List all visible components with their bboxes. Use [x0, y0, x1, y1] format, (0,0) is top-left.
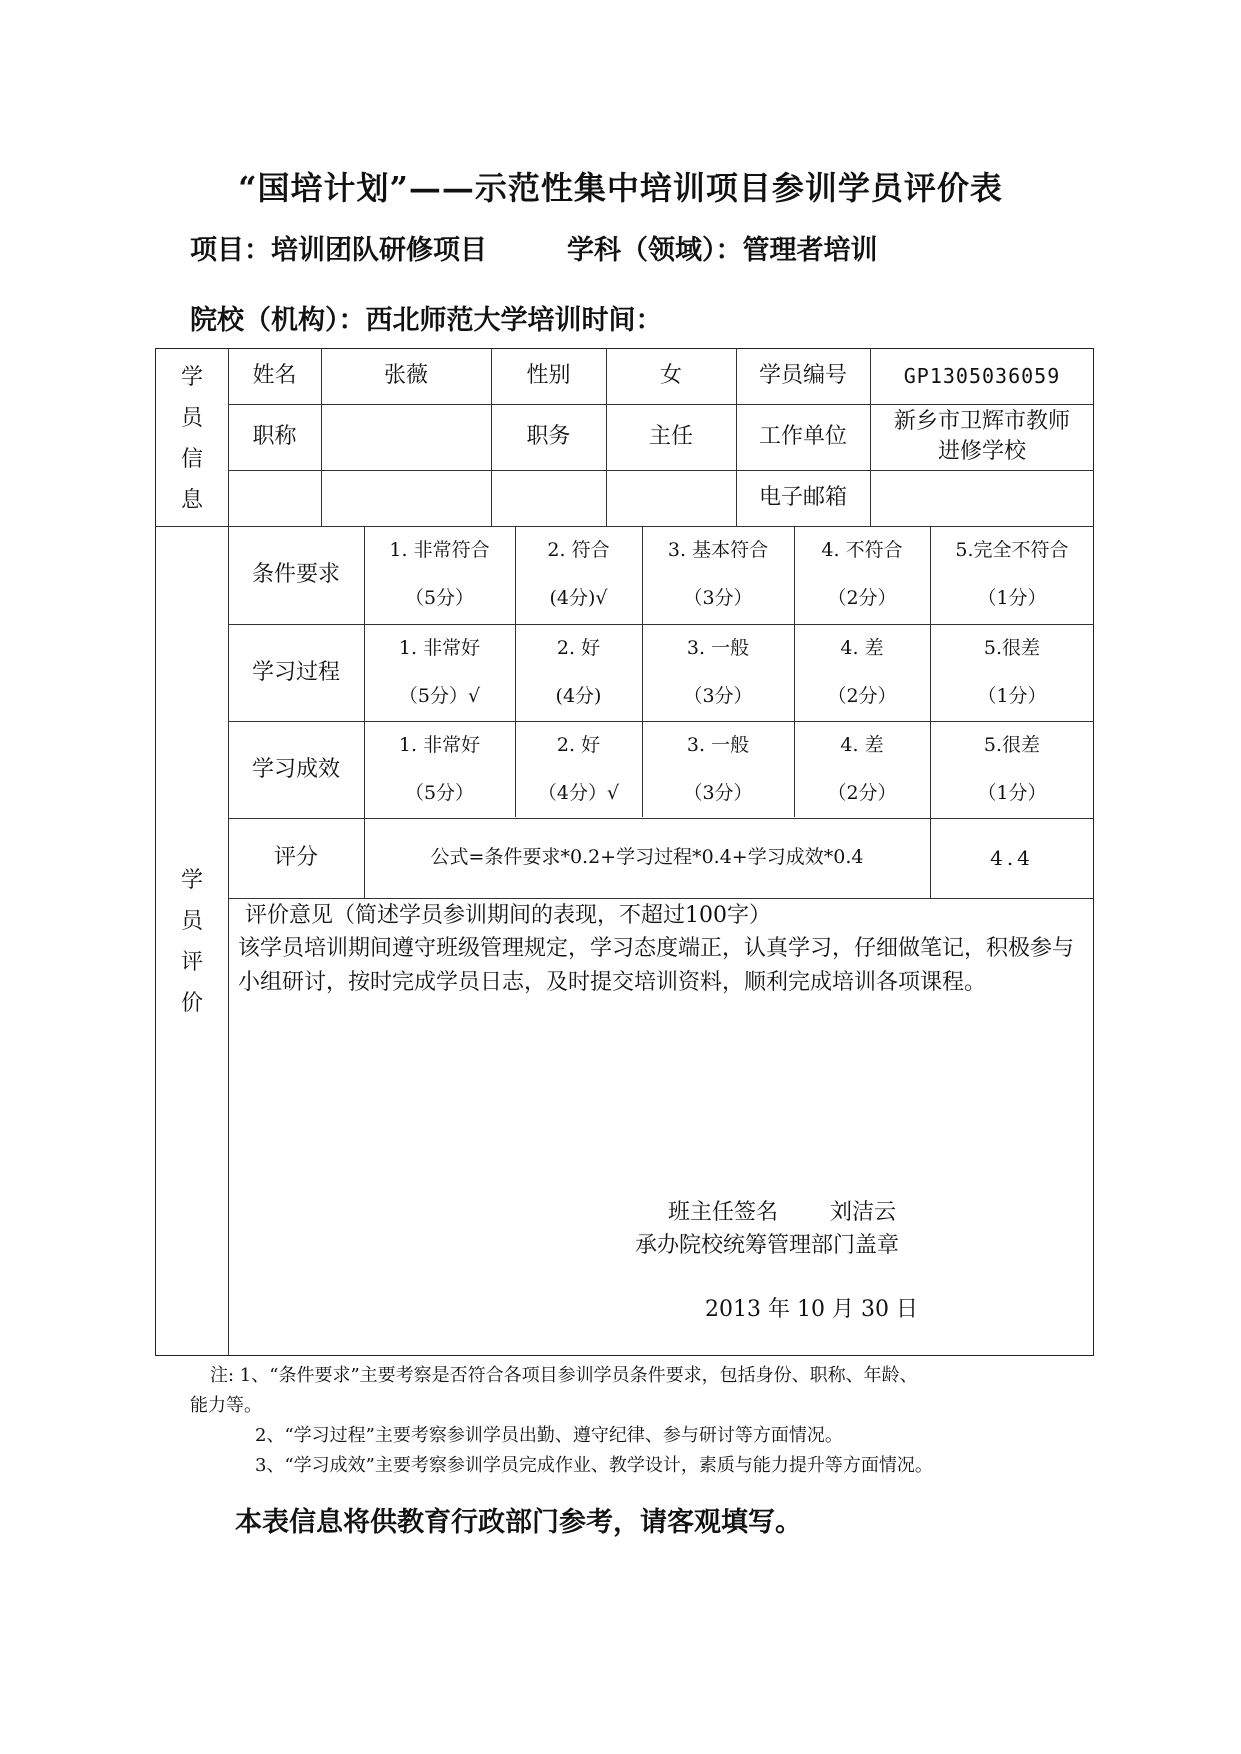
- score-value: 4.4: [990, 845, 1034, 870]
- evaluation-date: 2013 年 10 月 30 日: [705, 1297, 918, 1322]
- rating-option: 4. 差 （2分）: [827, 637, 897, 707]
- rating-option: 3. 一般 （3分）: [683, 637, 753, 707]
- name-value: 张薇: [383, 363, 428, 389]
- score-label: 评分: [273, 845, 318, 871]
- title-label: 职称: [252, 424, 297, 450]
- rating-option: 3. 基本符合 （3分）: [667, 539, 769, 609]
- rating-option: 1. 非常符合 （5分）: [389, 539, 490, 609]
- institution-value: 西北师范大学: [365, 305, 528, 336]
- project-line: [190, 228, 878, 267]
- rating-option: 5.很差 （1分）: [977, 637, 1047, 707]
- work-unit-label: 工作单位: [758, 424, 847, 450]
- position-value: 主任: [648, 424, 693, 450]
- student-id-label: 学员编号: [758, 363, 847, 389]
- gender-label: 性别: [526, 363, 571, 389]
- note-line-3: 3、“学习成效”主要考察参训学员完成作业、教学设计，素质与能力提升等方面情况。: [255, 1455, 933, 1476]
- title-value: [321, 404, 491, 470]
- institution-label: 院校（机构）：: [190, 305, 366, 336]
- name-label: 姓名: [252, 363, 297, 389]
- note-line-1: 注: 1、“条件要求”主要考察是否符合各项目参训学员条件要求，包括身份、职称、年龄、: [210, 1365, 918, 1386]
- learning-process-label: 学习过程: [251, 659, 340, 685]
- rating-option: 4. 不符合 （2分）: [821, 539, 903, 609]
- note-line-1-cont: 能力等。: [190, 1395, 262, 1416]
- rating-option: 4. 差 （2分）: [827, 734, 897, 804]
- stamp-label: 承办院校统筹管理部门盖章: [635, 1233, 900, 1258]
- rating-option: 2. 符合 (4分)√: [547, 539, 610, 609]
- email-value: [870, 470, 1094, 526]
- rating-option: 5.很差 （1分）: [977, 734, 1047, 804]
- subject-value: 管理者培训: [742, 235, 878, 266]
- rating-option: 2. 好 （4分）√: [537, 734, 620, 804]
- head-teacher-signature-label: 班主任签名: [668, 1200, 779, 1225]
- subject-label: 学科（领域）：: [567, 235, 743, 266]
- rating-option: 1. 非常好 （5分）√: [398, 637, 481, 707]
- project-value: 培训团队研修项目: [271, 235, 487, 266]
- email-label: 电子邮箱: [758, 485, 847, 511]
- rating-option: 3. 一般 （3分）: [683, 734, 753, 804]
- training-time-label: 培训时间：: [527, 305, 663, 336]
- condition-requirement-label: 条件要求: [251, 562, 340, 588]
- work-unit-value: 新乡市卫辉市教师 进修学校: [893, 409, 1070, 464]
- student-info-section-label: 学 员 信 息: [180, 365, 203, 513]
- comment-text: 该学员培训期间遵守班级管理规定，学习态度端正，认真学习，仔细做笔记，积极参与小组研讨，按时完成学员日志，及时提交培训资料，顺利完成培训各项课程。: [238, 936, 1075, 995]
- evaluation-section-label: 学 员 评 价: [180, 868, 203, 1016]
- learning-outcome-label: 学习成效: [251, 756, 340, 782]
- rating-option: 2. 好 (4分): [555, 637, 602, 707]
- project-label: 项目：: [190, 235, 271, 266]
- comment-heading: 评价意见（简述学员参训期间的表现，不超过100字）: [245, 903, 771, 928]
- rating-option: 1. 非常好 （5分）: [398, 734, 481, 804]
- head-teacher-signature-name: 刘洁云: [830, 1200, 897, 1225]
- student-id-value: GP1305036059: [903, 363, 1061, 388]
- gender-value: 女: [659, 363, 682, 389]
- score-formula: 公式=条件要求*0.2+学习过程*0.4+学习成效*0.4: [430, 846, 864, 869]
- position-label: 职务: [526, 424, 571, 450]
- note-line-2: 2、“学习过程”主要考察参训学员出勤、遵守纪律、参与研讨等方面情况。: [255, 1425, 843, 1446]
- rating-option: 5.完全不符合 （1分）: [955, 539, 1069, 609]
- footer-notice: 本表信息将供教育行政部门参考，请客观填写。: [235, 1507, 802, 1538]
- form-title: “国培计划”——示范性集中培训项目参训学员评价表: [238, 169, 1003, 207]
- institution-line: [190, 298, 663, 337]
